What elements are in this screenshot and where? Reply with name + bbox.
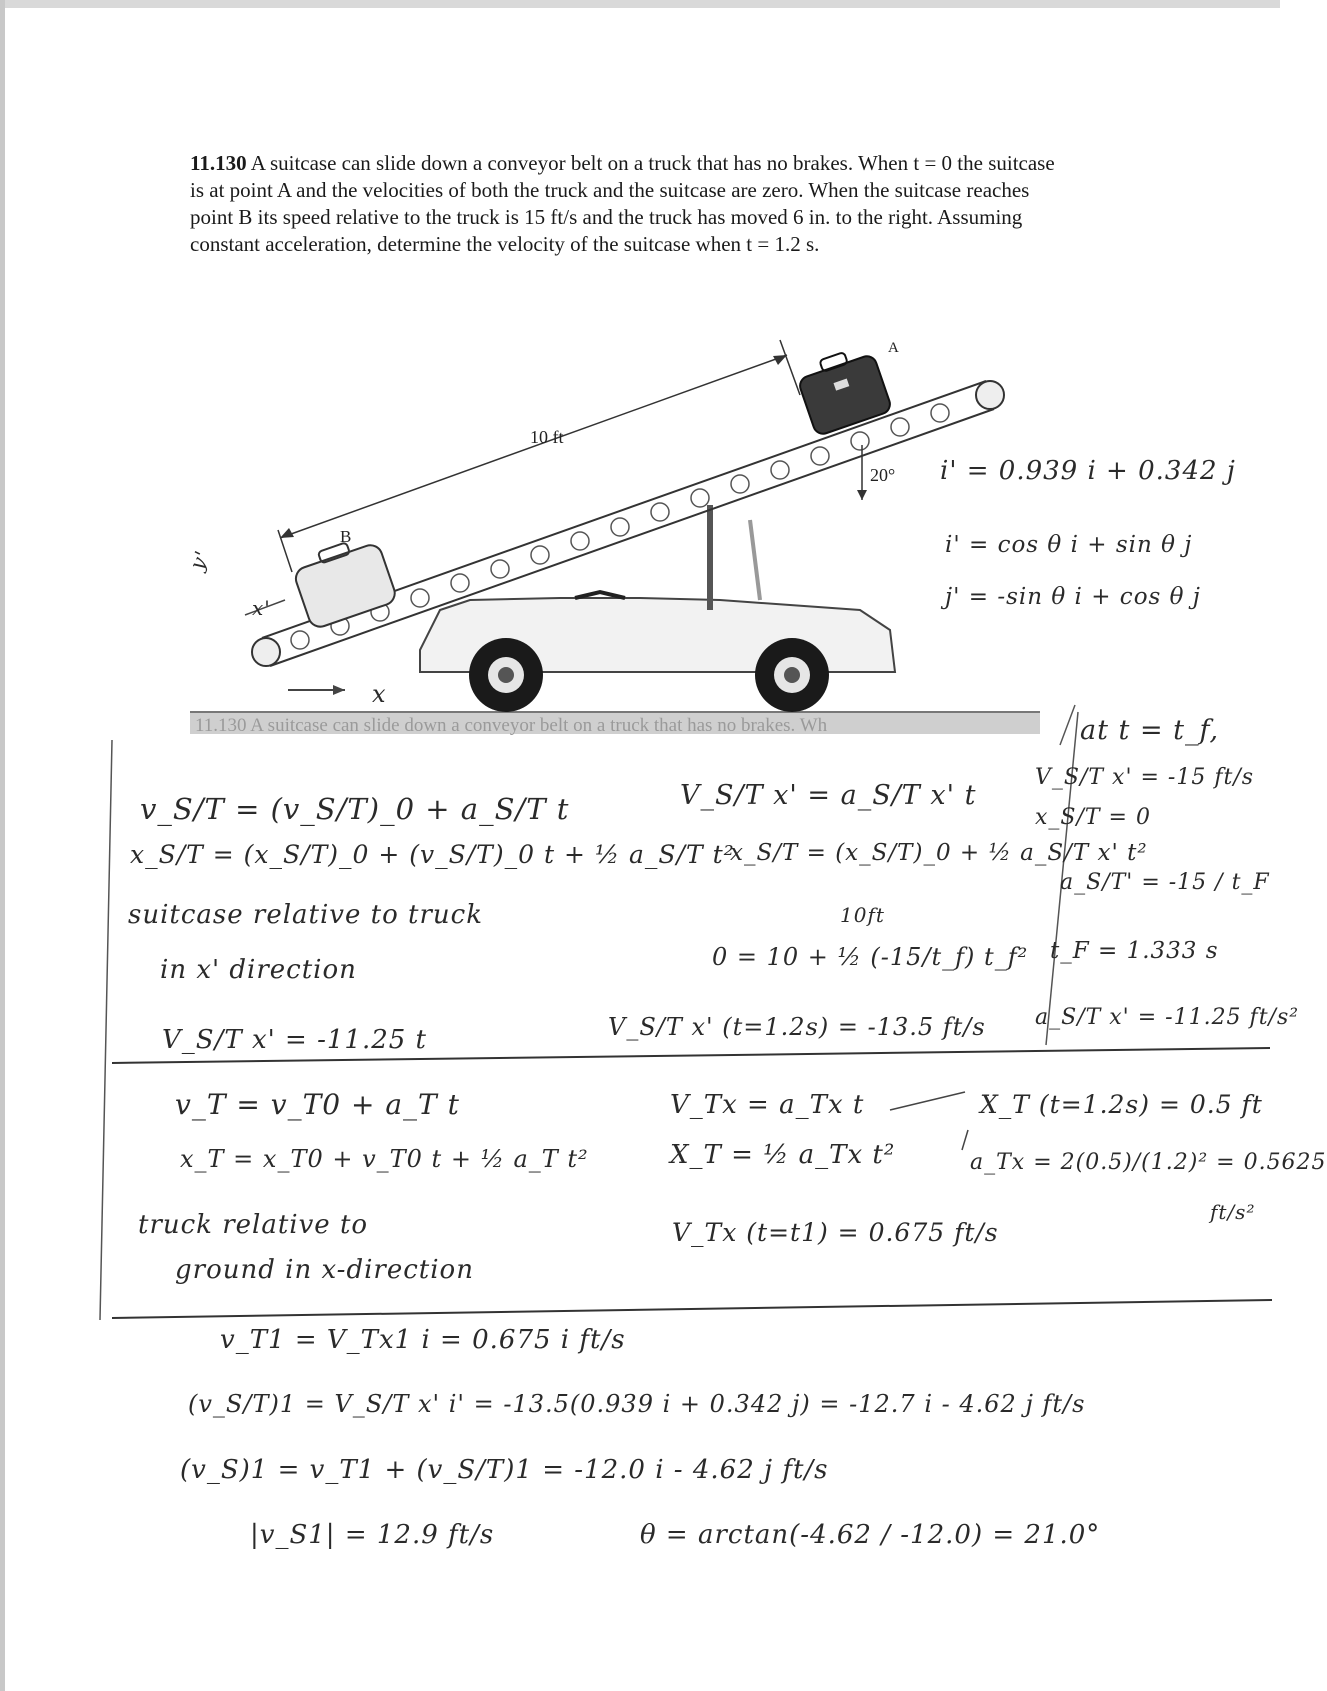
suitcase-desc-1: suitcase relative to truck bbox=[128, 900, 483, 930]
right-box-line-5: a_S/T x' = -11.25 ft/s² bbox=[1035, 1005, 1300, 1030]
final-line-3: (v_S)1 = v_T1 + (v_S/T)1 = -12.0 i - 4.62 j ft/s bbox=[180, 1455, 829, 1485]
truck-desc-2: ground in x-direction bbox=[175, 1255, 474, 1285]
point-a-label: A bbox=[888, 340, 899, 356]
suitcase-mid-2: x_S/T = (x_S/T)_0 + ½ a_S/T x' t² bbox=[730, 840, 1148, 866]
axis-x-label: x bbox=[372, 680, 387, 708]
angle-label: 20° bbox=[870, 465, 896, 485]
suitcase-mid-1: V_S/T x' = a_S/T x' t bbox=[680, 780, 977, 811]
final-line-5: θ = arctan(-4.62 / -12.0) = 21.0° bbox=[640, 1520, 1101, 1550]
section-line-2 bbox=[112, 1300, 1272, 1318]
right-box-heading: at t = t_f, bbox=[1080, 715, 1220, 746]
truck-right-1: X_T (t=1.2s) = 0.5 ft bbox=[980, 1090, 1263, 1119]
truck-velocity-eq: v_T = v_T0 + a_T t bbox=[175, 1088, 460, 1121]
suitcase-mid-4: V_S/T x' (t=1.2s) = -13.5 ft/s bbox=[608, 1013, 986, 1041]
right-box-line-3: a_S/T' = -15 / t_F bbox=[1060, 870, 1270, 895]
suitcase-position-eq: x_S/T = (x_S/T)_0 + (v_S/T)_0 t + ½ a_S/T t² bbox=[130, 840, 735, 869]
truck-right-2: a_Tx = 2(0.5)/(1.2)² = 0.5625 bbox=[970, 1150, 1327, 1175]
truck-mid-2: X_T = ½ a_Tx t² bbox=[670, 1140, 896, 1170]
axis-x-prime-label: x' bbox=[252, 596, 271, 620]
section-bracket-left bbox=[100, 740, 112, 1320]
suitcase-desc-2: in x' direction bbox=[160, 955, 357, 985]
truck-arrow-down bbox=[962, 1130, 968, 1150]
truck-arrow bbox=[890, 1092, 965, 1110]
suitcase-mid-2-note: 10ft bbox=[840, 903, 885, 927]
final-line-2: (v_S/T)1 = V_S/T x' i' = -13.5(0.939 i + 0.342 j) = -12.7 i - 4.62 j ft/s bbox=[188, 1390, 1086, 1418]
final-line-4: |v_S1| = 12.9 ft/s bbox=[250, 1520, 495, 1550]
ghost-caption: 11.130 A suitcase can slide down a conveyor belt on a truck that has no brakes. Wh bbox=[195, 715, 828, 736]
right-box-line-4: t_F = 1.333 s bbox=[1050, 938, 1219, 964]
truck-position-eq: x_T = x_T0 + v_T0 t + ½ a_T t² bbox=[180, 1145, 589, 1173]
right-box-line-2: x_S/T = 0 bbox=[1035, 805, 1151, 830]
suitcase-mid-3: 0 = 10 + ½ (-15/t_f) t_f² bbox=[712, 943, 1029, 971]
axis-y-prime-label: y' bbox=[184, 546, 215, 574]
unit-vector-3: j' = -sin θ i + cos θ j bbox=[945, 584, 1201, 610]
truck-mid-3: V_Tx (t=t1) = 0.675 ft/s bbox=[672, 1218, 999, 1247]
unit-vector-2: i' = cos θ i + sin θ j bbox=[945, 532, 1193, 558]
truck-mid-1: V_Tx = a_Tx t bbox=[670, 1090, 865, 1120]
right-box-line-1: V_S/T x' = -15 ft/s bbox=[1035, 765, 1255, 790]
length-label: 10 ft bbox=[530, 427, 564, 447]
truck-desc-1: truck relative to bbox=[138, 1210, 369, 1240]
suitcase-velocity-result: V_S/T x' = -11.25 t bbox=[162, 1025, 428, 1055]
problem-text: A suitcase can slide down a conveyor belt on a truck that has no brakes. When t = 0 the suitcase is at point A and the velocities of both the truck and the suitcase are zero. When the suitcase reaches point B its speed relative to the truck is 15 ft/s and the truck has moved 6 in. to the right. Assuming constant acceleration, determine the velocity of the suitcase when t = 1.2 s. bbox=[190, 151, 1055, 256]
suitcase-velocity-eq: v_S/T = (v_S/T)_0 + a_S/T t bbox=[140, 792, 570, 826]
unit-vector-1: i' = 0.939 i + 0.342 j bbox=[940, 456, 1236, 486]
problem-number: 11.130 bbox=[190, 151, 247, 175]
point-b-label: B bbox=[340, 527, 352, 546]
truck-right-2-unit: ft/s² bbox=[1210, 1200, 1256, 1224]
final-line-1: v_T1 = V_Tx1 i = 0.675 i ft/s bbox=[220, 1325, 626, 1355]
